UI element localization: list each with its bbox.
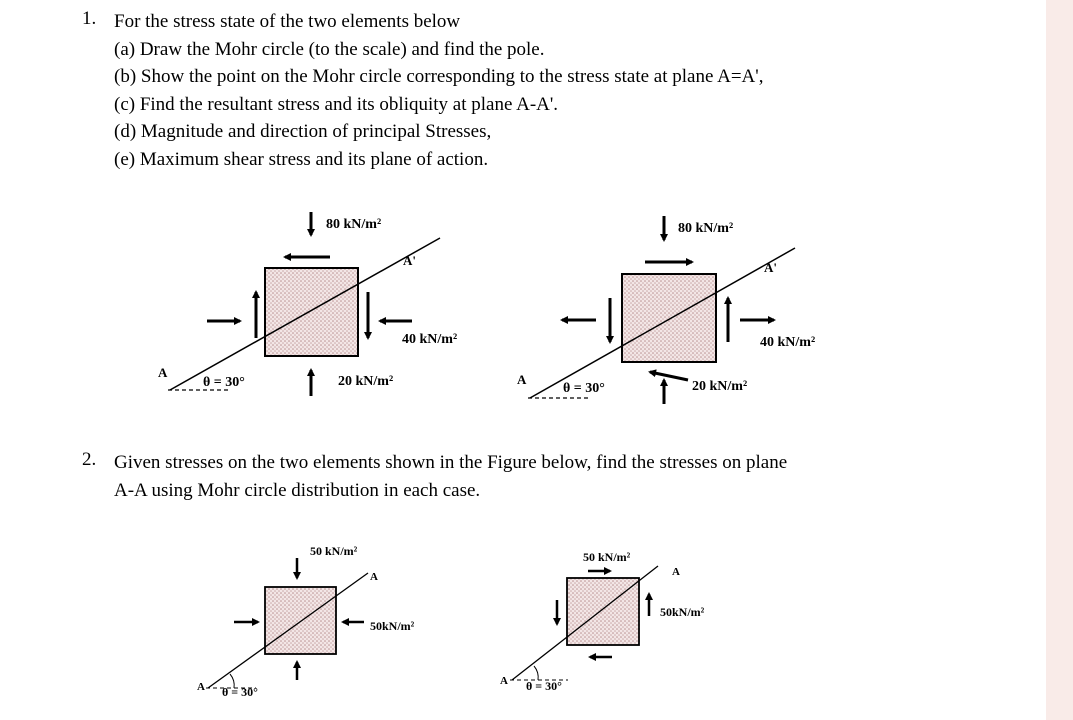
top-load-label: 80 kN/m²	[326, 217, 382, 232]
sub-item-b: (b) Show the point on the Mohr circle corresponding to the stress state at plane A=A',	[114, 66, 764, 88]
question-intro: For the stress state of the two elements below	[114, 11, 461, 32]
side-load-label: 50kN/m²	[660, 605, 705, 619]
stress-element	[265, 268, 358, 356]
sub-item-e: (e) Maximum shear stress and its plane of action.	[114, 148, 489, 170]
angle-arc	[534, 666, 538, 680]
origin-label: A	[197, 681, 205, 693]
origin-label: A	[158, 365, 168, 380]
shear-load-label: 20 kN/m²	[692, 379, 748, 394]
side-load-label: 40 kN/m²	[402, 332, 458, 347]
stress-element	[265, 587, 336, 654]
figure-q1-right	[517, 216, 815, 404]
plane-label: A	[672, 566, 680, 578]
sub-item-d: (d) Magnitude and direction of principal Stresses,	[114, 121, 492, 143]
figure-q2-left	[197, 544, 415, 699]
top-load-label: 50 kN/m²	[583, 550, 631, 564]
origin-label: A	[500, 675, 508, 687]
question-number: 2.	[82, 449, 97, 470]
origin-label: A	[517, 372, 527, 387]
plane-label: A'	[764, 260, 777, 275]
side-strip	[1046, 0, 1073, 720]
angle-label: θ = 30°	[526, 679, 562, 693]
question-number: 1.	[82, 8, 97, 29]
figure-q2-right	[500, 550, 705, 693]
question-line-1: Given stresses on the two elements shown in the Figure below, find the stresses on plane	[114, 452, 788, 473]
figure-q1-left	[158, 212, 457, 396]
plane-line	[170, 238, 440, 390]
angle-label: θ = 30°	[203, 375, 245, 390]
question-line-2: A-A using Mohr circle distribution in each case.	[114, 479, 481, 501]
plane-label: A'	[403, 253, 416, 268]
top-load-label: 80 kN/m²	[678, 221, 734, 236]
angle-label: θ = 30°	[222, 685, 258, 699]
stress-element	[622, 274, 716, 362]
angle-label: θ = 30°	[563, 381, 605, 396]
side-load-label: 50kN/m²	[370, 619, 415, 633]
side-load-label: 40 kN/m²	[760, 335, 816, 350]
shear-load-label: 20 kN/m²	[338, 374, 394, 389]
sub-item-c: (c) Find the resultant stress and its obliquity at plane A-A'.	[114, 93, 559, 115]
sub-item-a: (a) Draw the Mohr circle (to the scale) and find the pole.	[114, 38, 545, 60]
plane-label: A	[370, 571, 378, 583]
stress-element	[567, 578, 639, 645]
top-load-label: 50 kN/m²	[310, 544, 358, 558]
bottom-shear-arrow	[650, 372, 688, 380]
